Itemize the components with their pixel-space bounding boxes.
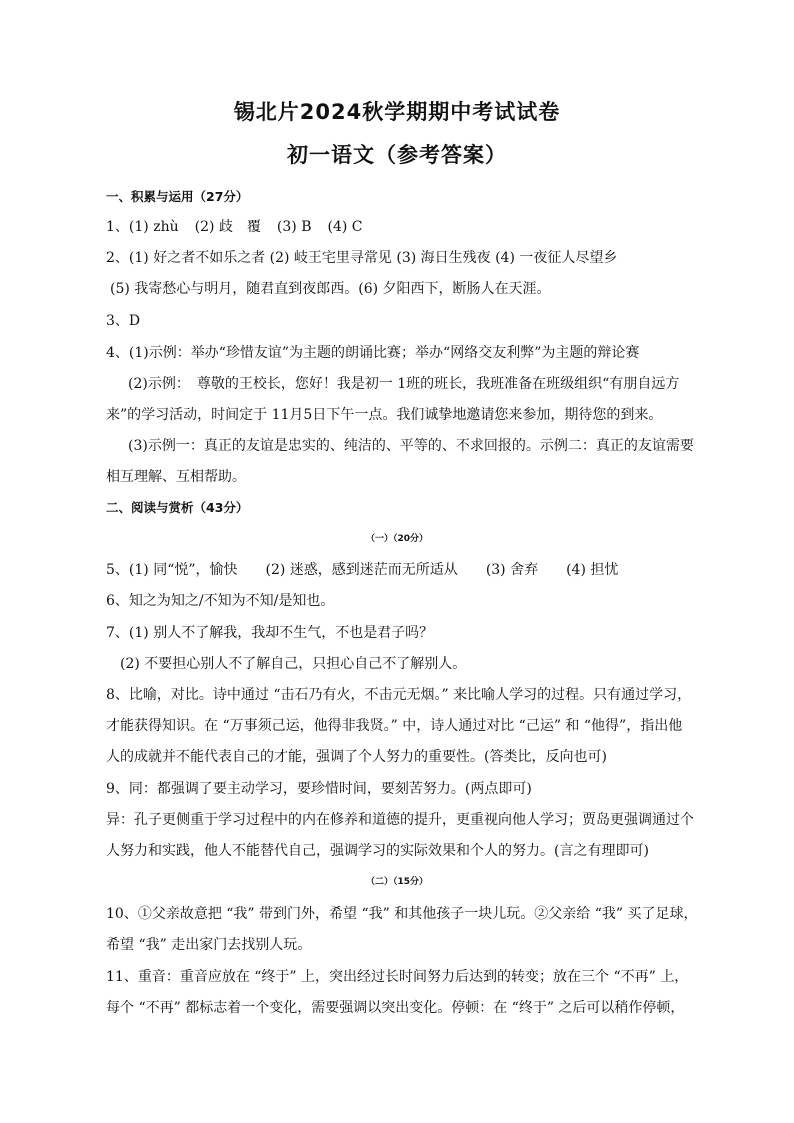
answer-q5: [106, 559, 706, 581]
answer-q8-line-2: 才能获得知识。在 “万事须己运，他得非我贤。” 中，诗人通过对比 “己运” 和 “他得”，指出他: [106, 718, 683, 734]
q1-answer-2: (2) 歧 覆: [194, 219, 261, 235]
section-heading-2: 二、阅读与赏析（43分）: [106, 500, 249, 515]
answer-q2-line-2: (5) 我寄愁心与明月，随君直到夜郎西。(6) 夕阳西下，断肠人在天涯。: [110, 281, 551, 297]
q5-answer-3: (3) 舍弃: [485, 562, 539, 578]
document-subtitle: 初一语文（参考答案）: [287, 143, 507, 167]
answer-q9-line-3: 人努力和实践，他人不能替代自己，强调学习的实际效果和个人的努力。(言之有理即可): [106, 843, 649, 859]
q5-answer-2: (2) 迷惑，感到迷茫而无所适从: [265, 562, 458, 578]
answer-q4-line-4: (3)示例一：真正的友谊是忠实的、纯洁的、平等的、不求回报的。示例二：真正的友谊需要: [128, 438, 694, 454]
section-heading-1: 一、积累与运用（27分）: [106, 189, 249, 204]
answer-q7-line-1: 7、(1) 别人不了解我，我却不生气，不也是君子吗？: [106, 625, 434, 641]
answer-q9-line-2: 异：孔子更侧重于学习过程中的内在修养和道德的提升，更重视向他人学习；贾岛更强调通过个: [106, 812, 694, 828]
q5-number: 5、: [106, 562, 129, 578]
answer-q6: 6、知之为知之/不知为不知/是知也。: [106, 593, 335, 609]
answer-q10-line-1: 10、①父亲故意把 “我” 带到门外，希望 “我” 和其他孩子一块儿玩。②父亲给 “我” 买了足球，: [106, 906, 698, 922]
q1-answer-3: (3) B: [276, 219, 312, 235]
answer-q4-line-5: 相互理解、互相帮助。: [106, 469, 246, 485]
answer-q10-line-2: 希望 “我” 走出家门去找别人玩。: [106, 937, 312, 953]
answer-q9-line-1: 9、同：都强调了要主动学习，要珍惜时间，要刻苦努力。(两点即可): [106, 781, 532, 797]
answer-q8-line-3: 人的成就并不能代表自己的才能，强调了个人努力的重要性。(答类比，反向也可): [106, 749, 607, 765]
part-heading-2: （二）（15分）: [365, 877, 429, 887]
q5-answer-4: (4) 担忧: [566, 562, 619, 578]
answer-q11-line-2: 每个 “不再” 都标志着一个变化，需要强调以突出变化。停顿：在 “终于” 之后可以稍作停顿，: [106, 1000, 685, 1016]
answer-q8-line-1: 8、比喻，对比。诗中通过 “击石乃有火，不击元无烟。” 来比喻人学习的过程。只有通过学习，: [106, 687, 692, 703]
answer-q4-line-2: (2)示例： 尊敬的王校长，您好！我是初一 1班的班长，我班准备在班级组织“有朋自远方: [128, 376, 680, 392]
answer-q1: [106, 216, 706, 238]
q1-answer-1: (1) zhù: [128, 219, 179, 235]
answer-q4-line-1: 4、(1)示例：举办“珍惜友谊”为主题的朗诵比赛；举办“网络交友利弊”为主题的辩论赛: [106, 345, 640, 361]
answer-q7-line-2: (2) 不要担心别人不了解自己，只担心自己不了解别人。: [120, 656, 467, 672]
part-heading-1: （一）（20分）: [365, 534, 429, 544]
answer-q2-line-1: 2、(1) 好之者不如乐之者 (2) 岐王宅里寻常见 (3) 海日生残夜 (4) 一夜征人尽望乡: [106, 250, 618, 266]
q1-number: 1、: [106, 219, 129, 235]
document-title: 锡北片2024秋学期期中考试试卷: [233, 100, 561, 124]
q1-answer-4: (4) C: [327, 219, 363, 235]
q5-answer-1: (1) 同“悦”，愉快: [128, 562, 238, 578]
answer-q11-line-1: 11、重音：重音应放在 “终于” 上，突出经过长时间努力后达到的转变；放在三个 “不再” 上，: [106, 969, 689, 985]
answer-q3: 3、D: [106, 313, 141, 329]
answer-q4-line-3: 来”的学习活动，时间定于 11月5日下午一点。我们诚挚地邀请您来参加，期待您的到来。: [106, 407, 663, 423]
